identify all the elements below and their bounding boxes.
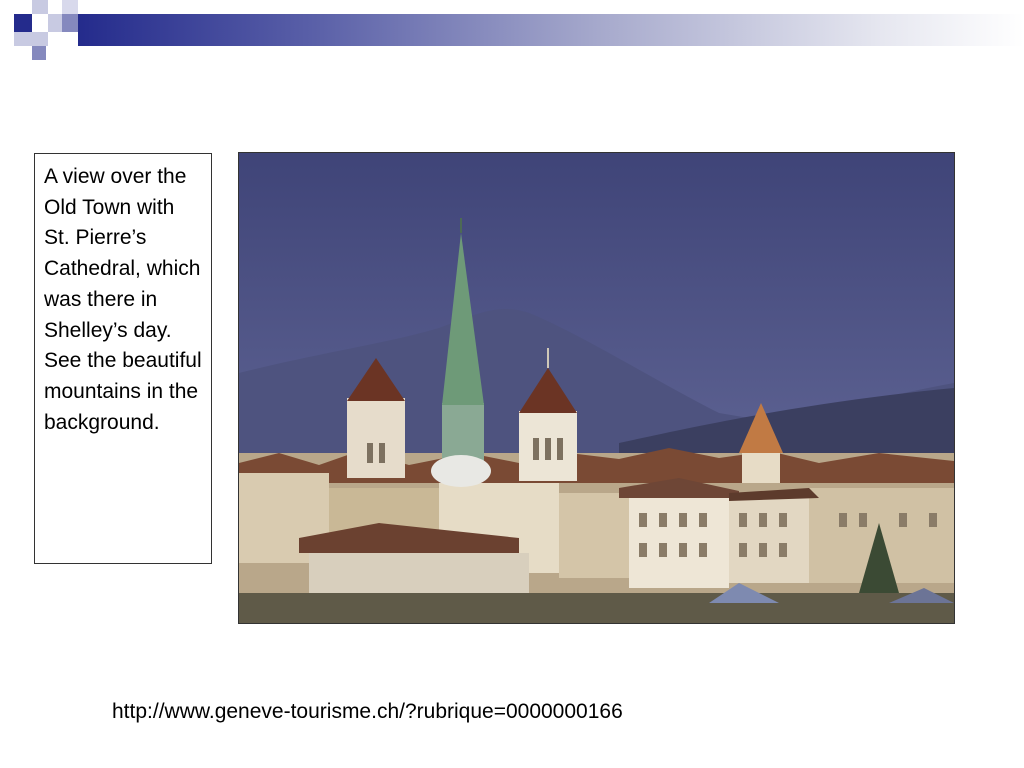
header-square-mid [32, 32, 48, 46]
caption-text: A view over the Old Town with St. Pierre’s Cathedral, which was there in Shelley’s day. See the beautiful mountains in the background. [44, 165, 202, 434]
header-square-mid [62, 14, 78, 32]
building [729, 493, 809, 583]
building [559, 493, 629, 578]
source-url-text[interactable]: http://www.geneve-tourisme.ch/?rubrique=0000000166 [112, 700, 623, 723]
left-tower [347, 398, 405, 478]
header-square-mid [62, 0, 78, 14]
header-square-light [48, 14, 62, 32]
geneva-old-town-photo [238, 152, 955, 624]
header-square-mid [32, 46, 46, 60]
header-square-light [32, 0, 48, 14]
caption-textbox [34, 153, 212, 564]
header-gradient-bar [78, 14, 1024, 46]
spire-base [442, 403, 484, 463]
foreground [239, 593, 954, 623]
cathedral-dome [431, 455, 491, 487]
header-square-dark [14, 14, 32, 32]
turret [742, 453, 780, 483]
header-square-light [14, 32, 32, 46]
